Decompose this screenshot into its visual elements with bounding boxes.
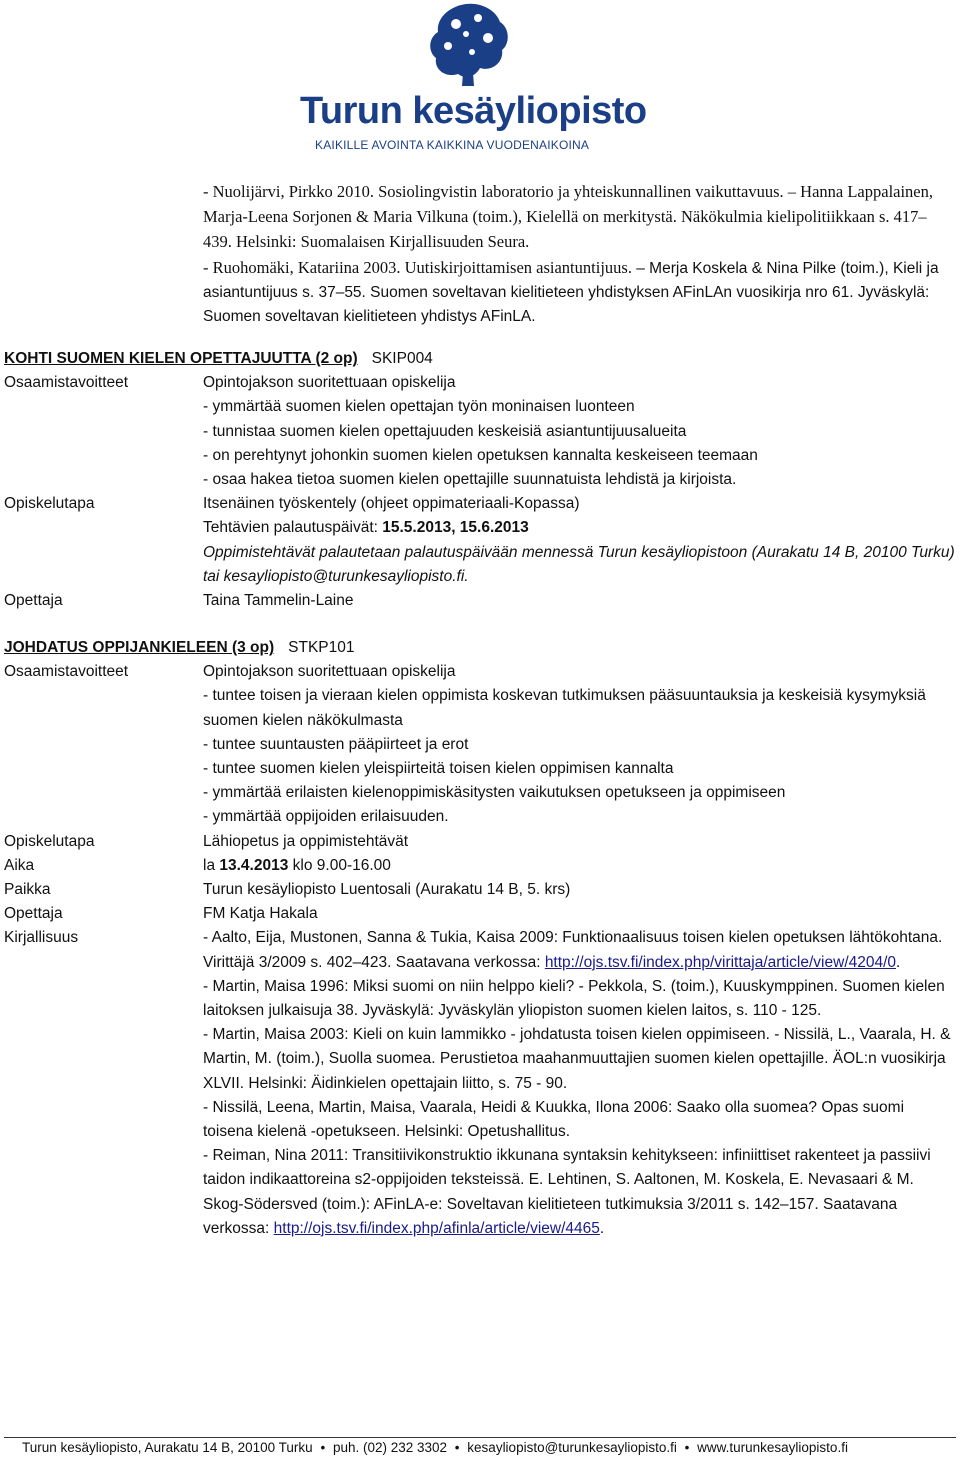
footer-web[interactable]: www.turunkesayliopisto.fi: [697, 1440, 848, 1455]
footer-separator: •: [320, 1440, 326, 1455]
course-heading: [4, 636, 956, 660]
literature-row: [4, 926, 956, 1241]
tree-logo-icon: [426, 0, 512, 86]
teacher-value: Taina Tammelin-Laine: [203, 592, 354, 610]
time-value: [203, 854, 956, 878]
reference-item: - Nuolijärvi, Pirkko 2010. Sosiolingvistin laboratorio ja yhteiskunnallinen vaikuttavuus. – Hanna Lappalainen, Marja-Leena Sorjonen & Maria Vilkuna (toim.), Kielellä on merkitystä. Näkökulmia kielipolitiikkaan s. 417–439. Helsinki: Suomalaisen Kirjallisuuden Seura.: [203, 182, 934, 252]
teacher-value: FM Katja Hakala: [203, 905, 318, 923]
goal-item: - ymmärtää erilaisten kielenoppimiskäsitysten vaikutuksen opetukseen ja oppimiseen: [203, 784, 786, 802]
goals-intro: Opintojakson suoritettuaan opiskelija: [203, 663, 456, 681]
teacher-label: Opettaja: [4, 592, 63, 610]
course-heading: [4, 347, 956, 371]
literature-item: - Reiman, Nina 2011: Transitiivikonstruktio ikkunana syntaksin kehitykseen: infiniittiset rakenteet ja passiivi taidon indikaattoreina s2-oppijoiden teksteissä. E. Lehtinen, S. Aaltonen, M. Koskela, E. Nevasaari & M. Skog-Södersved (toim.): AFinLA-e: Soveltavan kielitieteen tutkimuksia 3/2011 s. 142–157. Saatavana verkossa: http://ojs.tsv.fi/index.php/afinla/article/view/4465.: [203, 1147, 931, 1237]
course-title: JOHDATUS OPPIJANKIELEEN (3 op): [4, 639, 275, 656]
goals-label: Osaamistavoitteet: [4, 374, 129, 392]
time-suffix: klo 9.00-16.00: [288, 856, 391, 874]
reference-item: - Ruohomäki, Katariina 2003. Uutiskirjoittamisen asiantuntijuus.: [203, 257, 632, 277]
deadlines: [203, 516, 956, 540]
method-label: Opiskelutapa: [4, 495, 95, 513]
goals-intro: Opintojakson suoritettuaan opiskelija: [203, 374, 456, 392]
course-code: STKP101: [288, 639, 355, 656]
literature-item: - Nissilä, Leena, Martin, Maisa, Vaarala, Heidi & Kuukka, Ilona 2006: Saako olla suomea? Opas suomi toisena kielenä -opetukseen. Helsinki: Opetushallitus.: [203, 1098, 905, 1141]
literature-label: Kirjallisuus: [4, 929, 79, 947]
time-prefix: la: [203, 856, 220, 874]
place-label: Paikka: [4, 881, 51, 899]
goal-item: - tuntee suomen kielen yleispiirteitä toisen kielen oppimisen kannalta: [203, 760, 674, 778]
course-code: SKIP004: [371, 350, 433, 367]
goal-item: - ymmärtää suomen kielen opettajan työn moninaisen luonteen: [203, 398, 635, 416]
logo: [300, 0, 647, 160]
literature-item: - Martin, Maisa 2003: Kieli on kuin lammikko - johdatusta toisen kielen oppimiseen. - Nissilä, L., Vaarala, H. & Martin, M. (toim.), Suolla suomea. Perustietoa maahanmuuttajien suomen kielen opettajille. ÄOL:n vuosikirja XLVII. Helsinki: Äidinkielen opettajain liitto, s. 75 - 90.: [203, 1026, 951, 1092]
literature-item: - Aalto, Eija, Mustonen, Sanna & Tukia, Kaisa 2009: Funktionaalisuus toisen kielen opetuksen lähtökohtana. Virittäjä 3/2009 s. 402–423. Saatavana verkossa: http://ojs.tsv.fi/index.php/virittaja/article/view/4204/0.: [203, 929, 943, 971]
method-row: [4, 492, 956, 589]
footer: [22, 1440, 848, 1455]
goals-row: [4, 660, 956, 829]
teacher-row: [4, 902, 956, 926]
place-value: Turun kesäyliopisto Luentosali (Aurakatu 14 B, 5. krs): [203, 881, 571, 899]
literature-link[interactable]: http://ojs.tsv.fi/index.php/afinla/article/view/4465: [273, 1219, 600, 1237]
reference-block: [203, 180, 943, 329]
time-date: 13.4.2013: [219, 856, 289, 874]
method-label: Opiskelutapa: [4, 832, 95, 850]
footer-phone: puh. (02) 232 3302: [332, 1440, 448, 1455]
footer-separator: •: [454, 1440, 460, 1455]
goals-value: [203, 660, 956, 829]
goal-item: - ymmärtää oppijoiden erilaisuuden.: [203, 808, 449, 826]
method-text: Itsenäinen työskentely (ohjeet oppimateriaali-Kopassa): [203, 495, 580, 513]
goals-value: [203, 371, 956, 492]
method-row: [4, 830, 956, 854]
footer-address: Turun kesäyliopisto, Aurakatu 14 B, 20100 Turku: [22, 1440, 313, 1455]
method-value: [203, 492, 956, 589]
course-kohti-suomen-kielen-opettajuutta: [4, 347, 956, 613]
deadlines-dates: 15.5.2013, 15.6.2013: [382, 519, 529, 537]
deadlines-label: Tehtävien palautuspäivät:: [203, 519, 383, 537]
footer-email[interactable]: kesayliopisto@turunkesayliopisto.fi: [467, 1440, 677, 1455]
goals-label: Osaamistavoitteet: [4, 663, 129, 681]
reference-item: – Merja Koskela & Nina Pilke (toim.), Kieli ja asiantuntijuus s. 37–55. Suomen soveltavan kielitieteen yhdistyksen AFinLAn vuosikirja nro 61. Jyväskylä: Suomen soveltavan kielitieteen yhdistys AFinLA.: [203, 259, 939, 326]
submission-note: Oppimistehtävät palautetaan palautuspäivään mennessä Turun kesäyliopistoon (Aurakatu 14 B, 20100 Turku) tai kesayliopisto@turunkesayliopisto.fi.: [203, 543, 955, 585]
logo-title: Turun kesäyliopisto: [300, 90, 647, 132]
teacher-label: Opettaja: [4, 905, 63, 923]
place-row: [4, 878, 956, 902]
course-johdatus-oppijankieleen: [4, 636, 956, 1241]
literature-item: - Martin, Maisa 1996: Miksi suomi on niin helppo kieli? - Pekkola, S. (toim.), Kuuskymppinen. Suomen kielen laitoksen julkaisuja 38. Jyväskylä: Jyväskylän yliopiston suomen kielen laitos, s. 110 - 125.: [203, 977, 945, 1020]
literature-link[interactable]: http://ojs.tsv.fi/index.php/virittaja/article/view/4204/0: [544, 953, 897, 971]
course-title: KOHTI SUOMEN KIELEN OPETTAJUUTTA (2 op): [4, 350, 358, 367]
method-value: Lähiopetus ja oppimistehtävät: [203, 832, 409, 850]
footer-separator: •: [684, 1440, 690, 1455]
logo-tagline: KAIKILLE AVOINTA KAIKKINA VUODENAIKOINA: [315, 138, 590, 152]
goal-item: - tunnistaa suomen kielen opettajuuden keskeisiä asiantuntijuusalueita: [203, 422, 687, 440]
teacher-row: [4, 589, 956, 613]
goal-item: - on perehtynyt johonkin suomen kielen opetuksen kannalta keskeiseen teemaan: [203, 446, 758, 464]
literature-list: [203, 926, 956, 1241]
goal-item: - osaa hakea tietoa suomen kielen opettajille suunnatuista lehdistä ja kirjoista.: [203, 471, 737, 489]
goals-row: [4, 371, 956, 492]
goal-item: - tuntee suuntausten pääpiirteet ja erot: [203, 735, 469, 753]
footer-divider: [4, 1437, 956, 1438]
time-row: [4, 854, 956, 878]
time-label: Aika: [4, 856, 35, 874]
goal-item: - tuntee toisen ja vieraan kielen oppimista koskevan tutkimuksen pääsuuntauksia ja keskeisiä kysymyksiä suomen kielen näkökulmasta: [203, 687, 926, 729]
